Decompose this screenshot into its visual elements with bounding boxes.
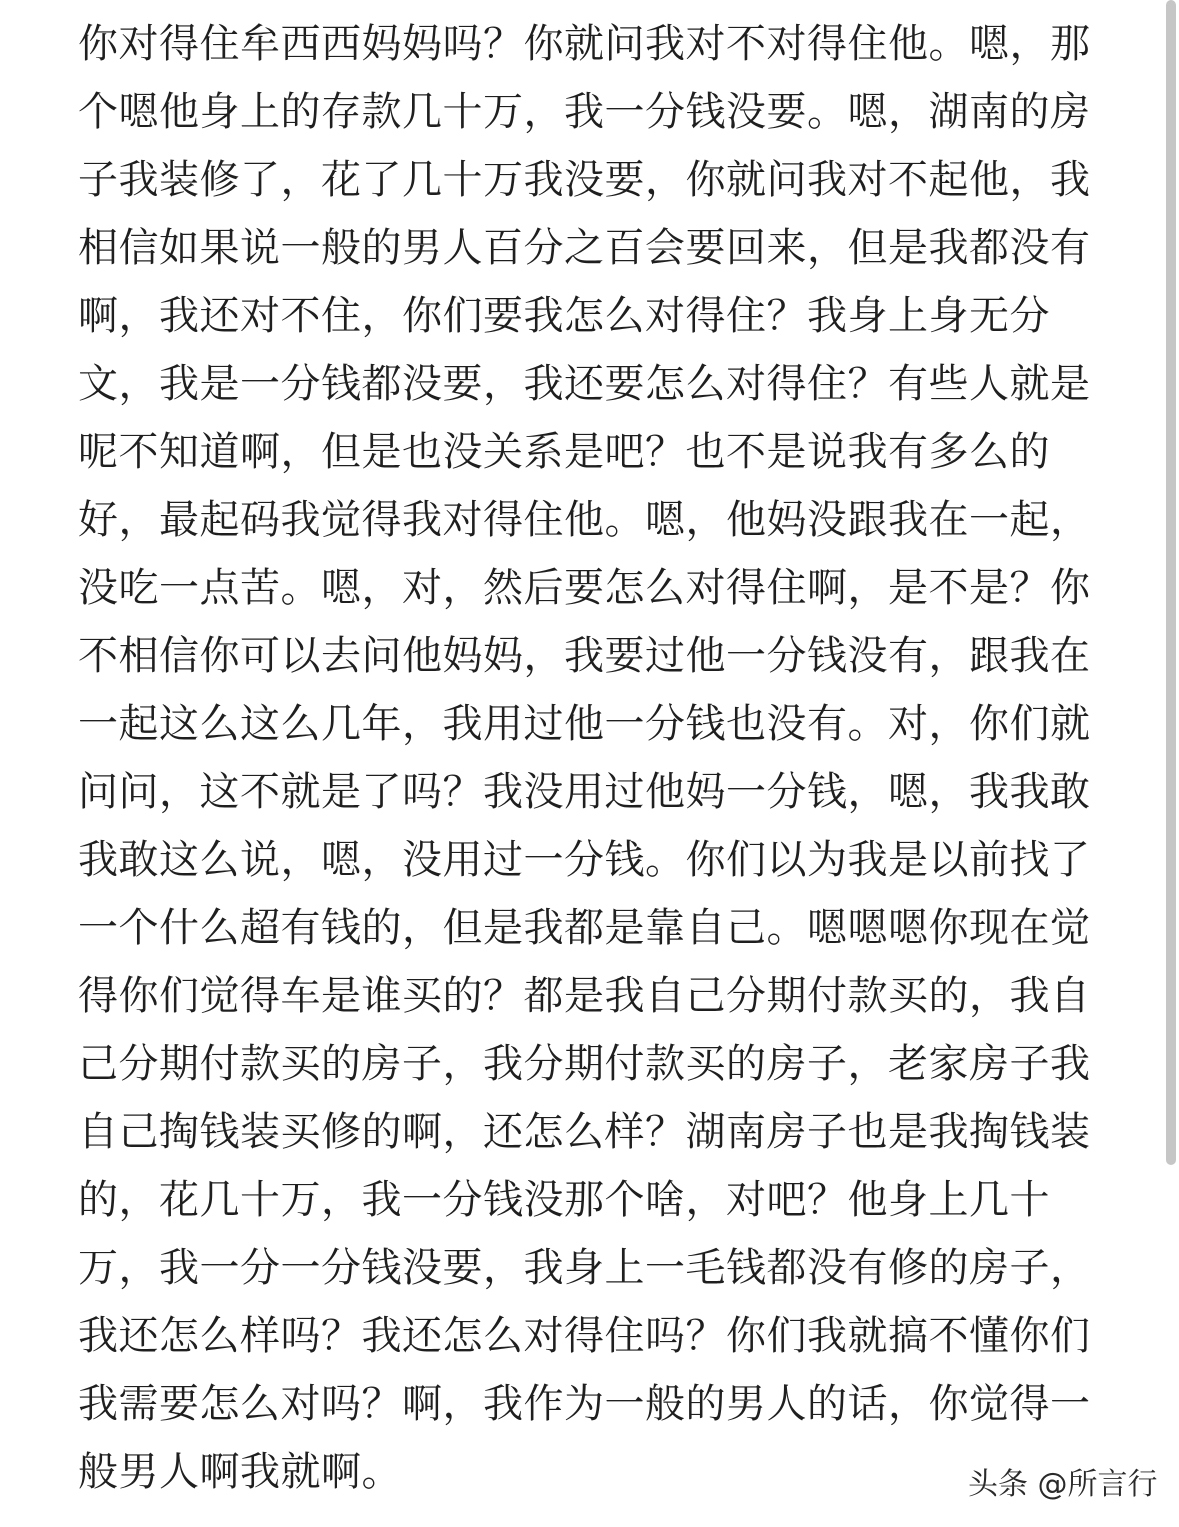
text-line: 万，我一分一分钱没要，我身上一毛钱都没有修的房子，: [78, 1245, 1091, 1291]
text-line: 一起这么这么几年，我用过他一分钱也没有。对，你们就: [78, 701, 1091, 747]
text-line: 啊，我还对不住，你们要我怎么对得住？我身上身无分: [78, 293, 1050, 339]
text-line: 我需要怎么对吗？啊，我作为一般的男人的话，你觉得一: [78, 1381, 1091, 1427]
text-line: 一个什么超有钱的，但是我都是靠自己。嗯嗯嗯你现在觉: [78, 905, 1091, 951]
text-line: 我还怎么样吗？我还怎么对得住吗？你们我就搞不懂你们: [78, 1313, 1091, 1359]
text-line: 问问，这不就是了吗？我没用过他妈一分钱，嗯，我我敢: [78, 769, 1091, 815]
text-line: 个嗯他身上的存款几十万，我一分钱没要。嗯，湖南的房: [78, 89, 1091, 135]
text-line: 我敢这么说，嗯，没用过一分钱。你们以为我是以前找了: [78, 837, 1091, 883]
text-line: 没吃一点苦。嗯，对，然后要怎么对得住啊，是不是？你: [78, 565, 1091, 611]
scrollbar[interactable]: [1166, 0, 1176, 1165]
text-line: 得你们觉得车是谁买的？都是我自己分期付款买的，我自: [78, 973, 1091, 1019]
watermark-label: 头条 @所言行: [968, 1467, 1158, 1502]
text-line: 不相信你可以去问他妈妈，我要过他一分钱没有，跟我在: [78, 633, 1091, 679]
text-line: 己分期付款买的房子，我分期付款买的房子，老家房子我: [78, 1041, 1091, 1087]
article-text: [78, 10, 1098, 1506]
text-line: 般男人啊我就啊。: [78, 1449, 402, 1495]
text-line: 自己掏钱装买修的啊，还怎么样？湖南房子也是我掏钱装: [78, 1109, 1091, 1155]
text-line: 你对得住牟西西妈妈吗？你就问我对不对得住他。嗯，那: [78, 21, 1091, 67]
text-line: 呢不知道啊，但是也没关系是吧？也不是说我有多么的: [78, 429, 1050, 475]
text-line: 好，最起码我觉得我对得住他。嗯，他妈没跟我在一起，: [78, 497, 1091, 543]
text-line: 相信如果说一般的男人百分之百会要回来，但是我都没有: [78, 225, 1091, 271]
text-line: 子我装修了，花了几十万我没要，你就问我对不起他，我: [78, 157, 1091, 203]
text-line: 文，我是一分钱都没要，我还要怎么对得住？有些人就是: [78, 361, 1091, 407]
text-line: 的，花几十万，我一分钱没那个啥，对吧？他身上几十: [78, 1177, 1050, 1223]
